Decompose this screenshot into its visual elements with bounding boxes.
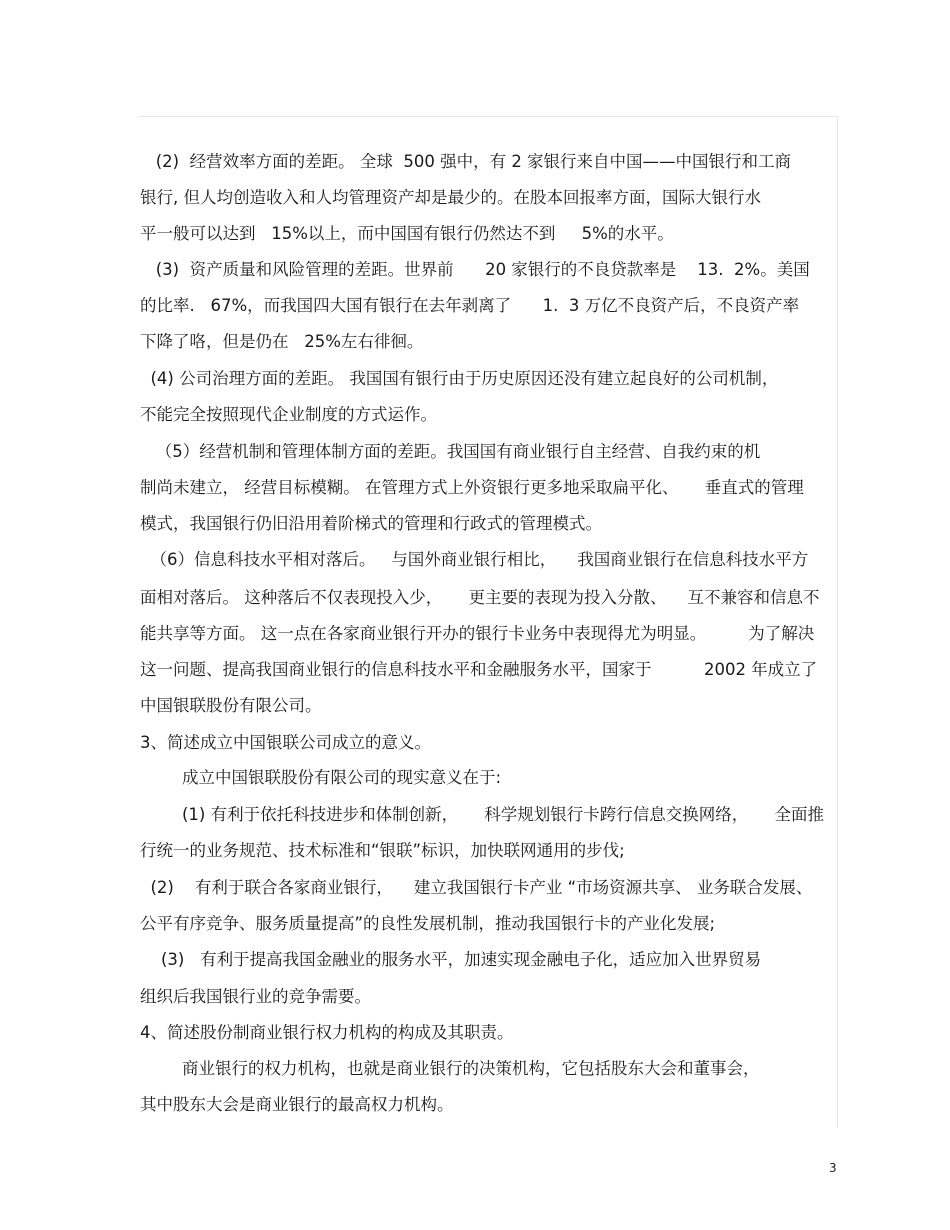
text-line: 平一般可以达到 15%以上，而中国国有银行仍然达不到 5%的水平。 (140, 224, 674, 243)
text-line: （6）信息科技水平相对落后。 与国外商业银行相比， 我国商业银行在信息科技水平方 (140, 550, 809, 569)
text-line: 成立中国银联股份有限公司的现实意义在于: (140, 768, 502, 787)
text-line: 商业银行的权力机构，也就是商业银行的决策机构，它包括股东大会和董事会， (140, 1059, 760, 1078)
text-line: 制尚未建立， 经营目标模糊。 在管理方式上外资银行更多地采取扁平化、 垂直式的管理 (140, 478, 804, 497)
text-line: 组织后我国银行业的竞争需要。 (140, 987, 371, 1006)
text-line: 行统一的业务规范、技术标准和“银联”标识，加快联网通用的步伐; (140, 841, 625, 860)
text-line: (3) 有利于提高我国金融业的服务水平，加速实现金融电子化，适应加入世界贸易 (140, 950, 762, 969)
text-line: 下降了咯，但是仍在 25%左右徘徊。 (140, 332, 424, 351)
text-line: (2) 经营效率方面的差距。 全球 500 强中，有 2 家银行来自中国——中国银行和工商 (140, 152, 792, 171)
page-frame-right-border (837, 116, 838, 1128)
text-line: 不能完全按照现代企业制度的方式运作。 (140, 405, 437, 424)
text-line: (4) 公司治理方面的差距。 我国国有银行由于历史原因还没有建立起良好的公司机制， (140, 369, 779, 388)
text-line: (1) 有利于依托科技进步和体制创新， 科学规划银行卡跨行信息交换网络， 全面推 (140, 805, 825, 824)
text-line: 银行, 但人均创造收入和人均管理资产却是最少的。在股本回报率方面，国际大银行水 (140, 188, 761, 207)
text-line: 面相对落后。 这种落后不仅表现投入少， 更主要的表现为投入分散、 互不兼容和信息不 (140, 588, 820, 607)
page-number: 3 (829, 1161, 837, 1175)
text-line: (2) 有利于联合各家商业银行， 建立我国银行卡产业 “市场资源共享、 业务联合发展、 (140, 878, 813, 897)
text-line: 中国银联股份有限公司。 (140, 696, 322, 715)
section-heading: 3、简述成立中国银联公司成立的意义。 (140, 733, 431, 752)
text-line: 模式，我国银行仍旧沿用着阶梯式的管理和行政式的管理模式。 (140, 514, 602, 533)
section-heading: 4、简述股份制商业银行权力机构的构成及其职责。 (140, 1023, 514, 1042)
text-line: 其中股东大会是商业银行的最高权力机构。 (140, 1095, 454, 1114)
page-frame-top-border (138, 116, 838, 117)
text-line: 这一问题、提高我国商业银行的信息科技水平和金融服务水平，国家于 2002 年成立了 (140, 660, 818, 679)
text-line: 公平有序竞争、服务质量提高”的良性发展机制，推动我国银行卡的产业化发展; (140, 914, 716, 933)
text-line: (3) 资产质量和风险管理的差距。世界前 20 家银行的不良贷款率是 13. 2%。美国 (140, 260, 810, 279)
text-line: （5）经营机制和管理体制方面的差距。我国国有商业银行自主经营、自我约束的机 (140, 442, 761, 461)
text-line: 能共享等方面。 这一点在各家商业银行开办的银行卡业务中表现得尤为明显。 为了解决 (140, 624, 815, 643)
text-line: 的比率. 67%，而我国四大国有银行在去年剥离了 1. 3 万亿不良资产后，不良资产率 (140, 296, 800, 315)
